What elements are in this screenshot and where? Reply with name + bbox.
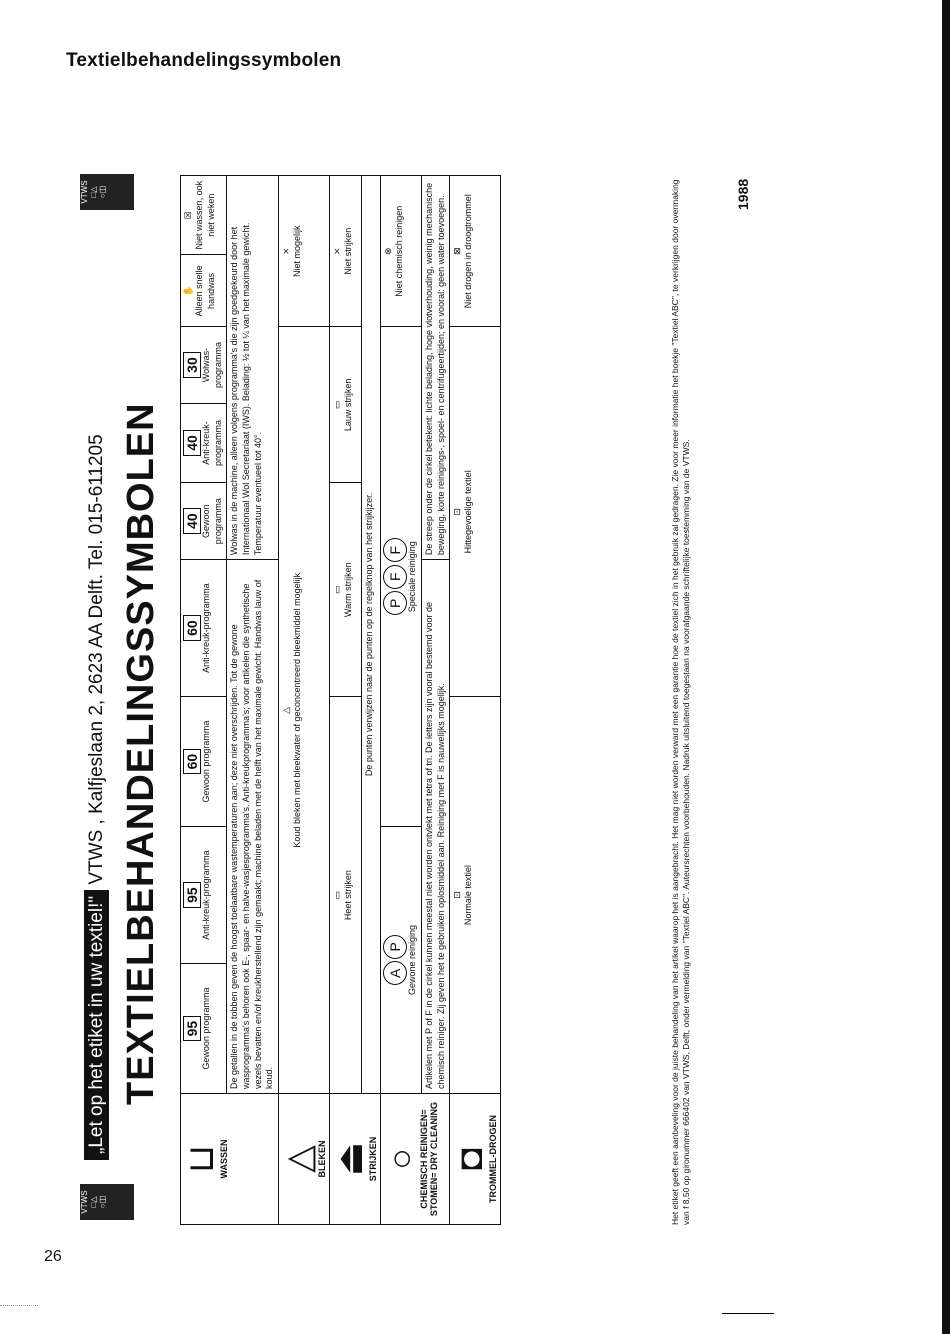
scan-edge [942, 0, 950, 1334]
symbol-chart [80, 140, 740, 1240]
triangle-icon: △ [278, 1145, 320, 1173]
wassen-row: ⊔ WASSEN 95 Gewoon programma 95 Anti-kreuk-programma 60 Gewoon programma 60 Anti-kreuk-programma 40 Gewoon programma 40 Anti-kreuk-programma 30 Wolwas-programma ✋ Alleen snelle handwas ☒ Niet wassen, ook niet weken [181, 176, 227, 1225]
trommel-category: ◘ TROMMEL-DROGEN [450, 1094, 501, 1225]
header-address: VTWS , Kalfjeslaan 2, 2623 AA Delft. Tel. 015-611205 [86, 434, 107, 885]
no-tumble-dry-icon: ⊠ [452, 247, 463, 256]
wassen-category: ⊔ WASSEN [181, 1094, 279, 1225]
scan-line [722, 1313, 774, 1314]
chemisch-note-left: Artikelen met P of F in de cirkel kunnen meestal niet worden ontvlekt met tetra of tri. De letters zijn vooral bestemd voor de chemisch reiniger. Zij geven het te gebruiken oplosmiddel aan. Reiniging met F is nauwelijks mogelijk. [421, 560, 449, 1094]
chart-title: TEXTIELBEHANDELINGSSYMBOLEN [120, 402, 162, 1105]
strijken-row: ⏏ STRIJKEN ▭ Heet strijken ▭ Warm strijken ▭ Lauw strijken ⨯ Niet strijken [330, 176, 362, 1225]
circle-f-icon: F [383, 565, 407, 589]
no-wash-icon: ☒ [183, 211, 193, 220]
bleach-cl-icon: △ [281, 706, 292, 714]
bleken-row: △ BLEKEN △ Koud bleken met bleekwater of geconcentreerd bleekmiddel mogelijk ⨯ Niet mogelijk [279, 176, 330, 1225]
handwash-icon: ✋ [183, 285, 193, 297]
iron-one-dot-icon: ▭ [332, 400, 343, 410]
trommel-row: ◘ TROMMEL-DROGEN ⊡ Normale textiel ⊡ Hittegevoelige textiel ⊠ Niet drogen in droogtrommel [450, 176, 501, 1225]
tub-95-icon: 95 [183, 882, 201, 908]
tub-30-icon: 30 [183, 352, 201, 378]
dryer-one-dot-icon: ⊡ [452, 508, 463, 516]
no-iron-icon: ⨯ [332, 247, 343, 256]
iron-two-dots-icon: ▭ [332, 585, 343, 594]
iron-icon: ⏏ [329, 1142, 371, 1177]
tub-60-icon: 60 [183, 615, 201, 641]
page-title: Textielbehandelingssymbolen [66, 50, 342, 71]
no-bleach-icon: ⨯ [281, 247, 292, 256]
no-dryclean-icon: ⊗ [383, 247, 394, 256]
tub-60-icon: 60 [183, 749, 201, 775]
tub-95-icon: 95 [183, 1016, 201, 1042]
vtws-logo-right: VTWS □△ ○◫ [80, 174, 134, 210]
circle-icon: ○ [380, 1148, 422, 1170]
chemisch-category: ○ CHEMISCH REINIGEN= STOMEN= DRY CLEANING [381, 1094, 450, 1225]
circle-a-icon: A [383, 961, 407, 985]
circle-p-underlined-icon: P [383, 591, 407, 615]
dryer-two-dots-icon: ⊡ [452, 891, 463, 899]
wassen-note-left: De getallen in de tobben geven de hoogst toelaatbare wastemperaturen aan; deze niet overschrijden. Tot de gewone wasprogramma's behoren ook E-, spaar- en halve-wasjesprogramma's. Anti-kreukprogramma's; voor artikelen die synthetische vezels bevatten en/of kreukherstellend zijn gemaakt; machine beladen met de helft van het maximale gewicht. Handwas lauw of koud. [227, 560, 279, 1094]
scan-mark [0, 1305, 38, 1306]
tub-40-icon: 40 [183, 508, 201, 534]
chemisch-note-right: De streep onder de cirkel betekent: lichte belading, hoge vlotverhouding, weinig mechanische beweging, korte reinigings-, spoel- en centrifugeertijden; en vooral: geen water toevoegen. [421, 176, 449, 560]
tub-40-icon: 40 [183, 430, 201, 456]
circle-f-underlined-icon: F [383, 538, 407, 562]
chart-footer: Het etiket geeft een aanbeveling voor de juiste behandeling van het artikel waarop het is aangebracht. Het mag niet worden verward met een garantie hoe de textiel zich in het gebruik zal gedragen. Zie voor meer informatie het boekje "Textiel ABC", te verkrijgen door overmaking van f 8,50 op gironummer 666402 van VTWS, Delft, onder vermelding van "Textiel ABC". Auteursrechten voorbehouden. Nadruk uitsluitend toegestaan na voorafgaande schriftelijke toestemming van de VTWS. [670, 179, 692, 1225]
bleken-category: △ BLEKEN [279, 1094, 330, 1225]
iron-three-dots-icon: ▭ [332, 890, 343, 900]
header-label: „Let op het etiket in uw textiel!" [84, 890, 109, 1160]
circle-p-icon: P [383, 935, 407, 959]
square-circle-icon: ◘ [449, 1148, 491, 1170]
page-number: 26 [44, 1248, 62, 1265]
vtws-logo-left: VTWS □△ ○◫ [80, 1184, 134, 1220]
year-label: 1988 [735, 178, 751, 210]
wassen-note-right: Wolwas in de machine, alleen volgens programma's die zijn goedgekeurd door het Internationaal Wol Secretariaat (IWS). Belading: ½ tot ¼ van het maximale gewicht. Temperatuur eventueel tot 40°. [227, 176, 279, 560]
chart-header [86, 434, 108, 1160]
strijken-category: ⏏ STRIJKEN [330, 1094, 381, 1225]
strijken-note: De punten verwijzen naar de punten op de regelknop van het strijkijzer. [361, 176, 380, 1094]
tub-icon: ⊔ [180, 1144, 221, 1174]
symbol-table [180, 175, 501, 1225]
chemisch-row: ○ CHEMISCH REINIGEN= STOMEN= DRY CLEANING A P Gewone reiniging P F F Speciale reiniging ⊗ Niet chemisch reinigen [381, 176, 422, 1225]
